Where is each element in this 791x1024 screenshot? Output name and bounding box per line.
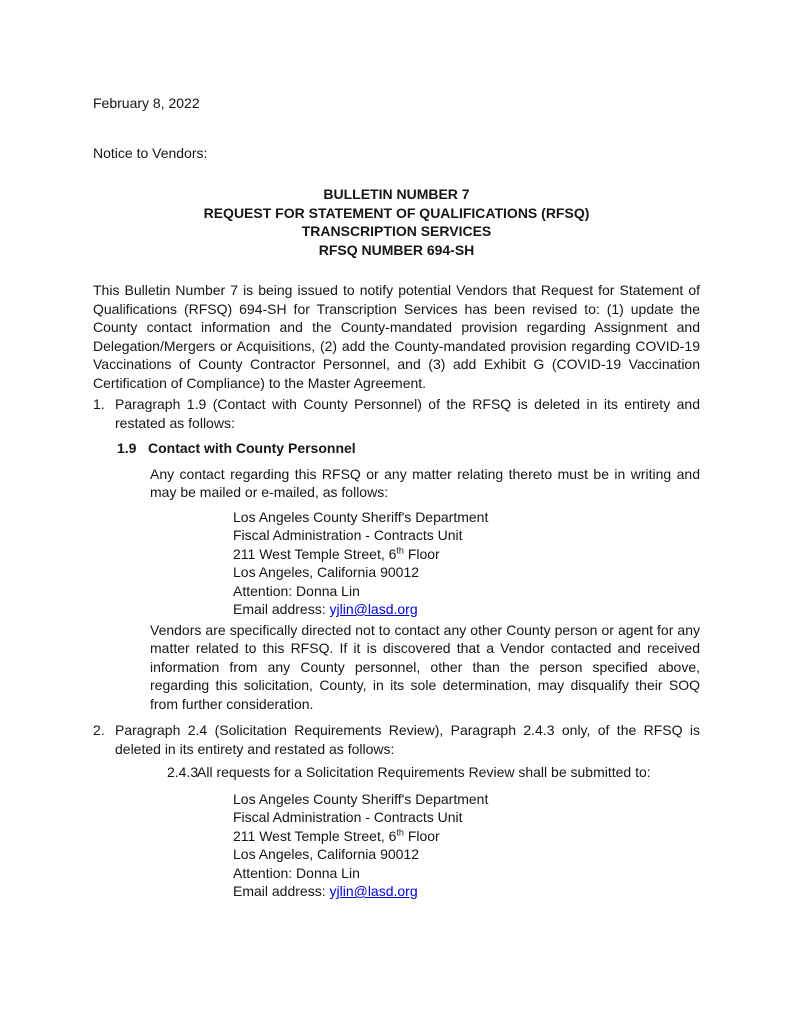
contact-2-street: 211 West Temple Street, 6th Floor <box>233 826 440 844</box>
section-2-4-3-number: 2.4.3 <box>167 764 199 780</box>
contact-1-attention: Attention: Donna Lin <box>233 582 360 599</box>
document-date: February 8, 2022 <box>93 95 200 111</box>
section-2-4-3-text: All requests for a Solicitation Requirements Review shall be submitted to: <box>197 764 651 780</box>
section-1-9-heading <box>117 439 700 458</box>
title-line-4: RFSQ NUMBER 694-SH <box>318 241 475 258</box>
contact-1-email-line: Email address: yjlin@lasd.org <box>233 601 418 617</box>
list-item-1-text: Paragraph 1.9 (Contact with County Personnel) of the RFSQ is deleted in its entirety and restated as follows: <box>115 396 700 431</box>
contact-block-1 <box>233 508 700 619</box>
section-1-9-body: Any contact regarding this RFSQ or any matter relating thereto must be in writing and may be mailed or e-mailed, as follows: <box>150 465 700 500</box>
section-2-4-3 <box>167 763 700 782</box>
contact-block-2 <box>233 790 700 901</box>
intro-paragraph: This Bulletin Number 7 is being issued to notify potential Vendors that Request for Statement of Qualifications (RFSQ) 694-SH for Transcription Services has been revised to: (1) update the County contact information and the County-mandated provision regarding Assignment and Delegation/Mergers or Acquisitions, (2) add the County-mandated provision regarding COVID-19 Vaccinations of County Contractor Personnel, and (3) add Exhibit G (COVID-19 Vaccination Certification of Compliance) to the Master Agreement. <box>93 282 700 391</box>
contact-2-email-line: Email address: yjlin@lasd.org <box>233 883 418 899</box>
contact-2-attention: Attention: Donna Lin <box>233 864 360 881</box>
section-1-9-note: Vendors are specifically directed not to contact any other County person or agent for any matter related to this RFSQ. If it is discovered that a Vendor contacted and received information from any County personnel, other than the person specified above, regarding this solicitation, County, in its sole determination, may disqualify their SOQ from further consideration. <box>150 621 700 712</box>
contact-2-city: Los Angeles, California 90012 <box>233 846 420 862</box>
title-line-2: REQUEST FOR STATEMENT OF QUALIFICATIONS (RFSQ) <box>203 204 590 221</box>
contact-2-department: Los Angeles County Sheriff's Department <box>233 790 489 807</box>
salutation: Notice to Vendors: <box>93 144 208 161</box>
email-link[interactable]: yjlin@lasd.org <box>329 883 418 899</box>
contact-1-department: Los Angeles County Sheriff's Department <box>233 508 489 525</box>
section-1-9-number: 1.9 <box>117 440 137 456</box>
list-item-1 <box>93 395 700 432</box>
contact-1-street: 211 West Temple Street, 6th Floor <box>233 544 440 562</box>
ordinal-superscript: th <box>396 544 404 555</box>
title-line-1: BULLETIN NUMBER 7 <box>323 186 470 202</box>
document-title-block <box>93 185 700 259</box>
contact-2-unit: Fiscal Administration - Contracts Unit <box>233 809 463 825</box>
ordinal-superscript: th <box>396 826 404 837</box>
contact-1-unit: Fiscal Administration - Contracts Unit <box>233 527 463 543</box>
contact-1-city: Los Angeles, California 90012 <box>233 564 420 580</box>
list-item-1-number: 1. <box>93 396 105 412</box>
list-item-2-number: 2. <box>93 722 105 738</box>
title-line-3: TRANSCRIPTION SERVICES <box>301 223 492 239</box>
list-item-2 <box>93 721 700 758</box>
email-link[interactable]: yjlin@lasd.org <box>329 601 418 617</box>
section-1-9-title: Contact with County Personnel <box>148 440 356 456</box>
list-item-2-text: Paragraph 2.4 (Solicitation Requirements Review), Paragraph 2.4.3 only, of the RFSQ is deleted in its entirety and restated as follows: <box>115 722 700 757</box>
